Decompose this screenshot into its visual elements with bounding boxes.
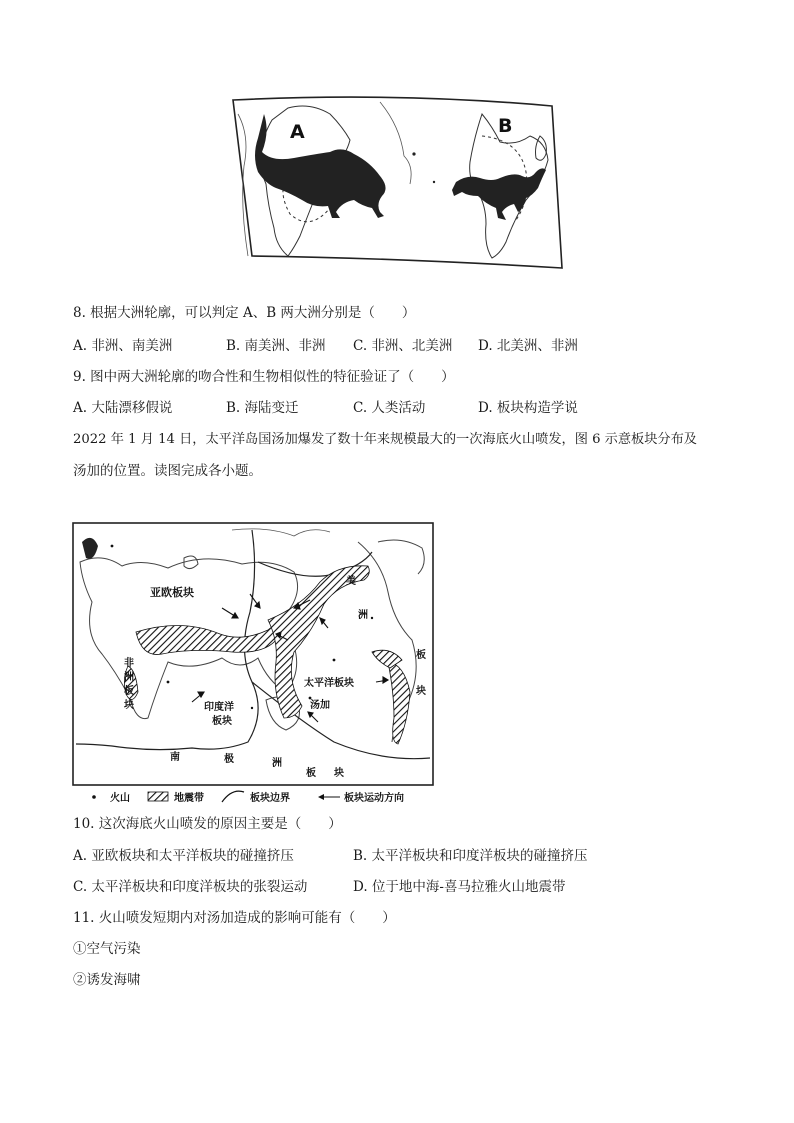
antarctic-plate-label-4: 板 — [306, 768, 316, 779]
indian-plate-label-1: 印度洋 — [204, 702, 234, 713]
african-plate-label-1: 非 — [124, 658, 134, 669]
q8-option-a[interactable]: A. 非洲、南美洲 — [73, 338, 173, 354]
plate-boundary-map — [72, 522, 434, 808]
legend-plate-boundary: 板块边界 — [250, 793, 290, 804]
q11-item-1: ①空气污染 — [73, 941, 141, 957]
american-plate-label-4: 块 — [416, 686, 426, 697]
q8-option-c[interactable]: C. 非洲、北美洲 — [353, 338, 453, 354]
boundary-legend-icon — [222, 791, 244, 802]
african-plate-label-3: 板 — [124, 686, 134, 697]
q11-stem: 11. 火山喷发短期内对汤加造成的影响可能有（ ） — [73, 910, 396, 926]
tonga-label: 汤加 — [310, 700, 330, 711]
q10-option-d[interactable]: D. 位于地中海-喜马拉雅火山地震带 — [353, 879, 566, 895]
q9-option-b[interactable]: B. 海陆变迁 — [226, 400, 299, 416]
african-plate-label-4: 块 — [124, 700, 134, 711]
map-legend — [92, 791, 404, 804]
q11-item-2: ②诱发海啸 — [73, 972, 141, 988]
q10-option-b[interactable]: B. 太平洋板块和印度洋板块的碰撞挤压 — [353, 848, 588, 864]
antarctic-plate-label-1: 南 — [170, 752, 180, 763]
antarctic-plate-label-3: 洲 — [272, 758, 282, 769]
legend-volcano: 火山 — [110, 793, 130, 804]
q10-stem: 10. 这次海底火山喷发的原因主要是（ ） — [73, 816, 342, 832]
legend-seismic-belt: 地震带 — [174, 793, 204, 804]
q8-option-b[interactable]: B. 南美洲、非洲 — [226, 338, 326, 354]
continent-a-label: A — [290, 121, 305, 143]
american-plate-label-1: 美 — [346, 576, 356, 587]
q9-option-d[interactable]: D. 板块构造学说 — [478, 400, 578, 416]
american-plate-label-2: 洲 — [358, 610, 368, 621]
q8-option-d[interactable]: D. 北美洲、非洲 — [478, 338, 578, 354]
q9-option-c[interactable]: C. 人类活动 — [353, 400, 426, 416]
antarctic-plate-label-5: 块 — [334, 768, 344, 779]
legend-plate-motion: 板块运动方向 — [344, 793, 404, 804]
q9-stem: 9. 图中两大洲轮廓的吻合性和生物相似性的特征验证了（ ） — [73, 369, 455, 385]
continent-fit-map — [230, 96, 564, 272]
african-plate-label-2: 洲 — [124, 672, 134, 683]
antarctic-plate-label-2: 极 — [224, 754, 234, 765]
q10-option-a[interactable]: A. 亚欧板块和太平洋板块的碰撞挤压 — [73, 848, 294, 864]
eurasian-plate-label: 亚欧板块 — [150, 586, 194, 599]
continent-b-label: B — [498, 115, 513, 137]
pacific-plate-label: 太平洋板块 — [304, 678, 354, 689]
volcano-legend-icon — [92, 795, 96, 799]
indian-plate-label-2: 板块 — [212, 716, 232, 727]
intro-line-2: 汤加的位置。读图完成各小题。 — [73, 463, 262, 479]
american-plate-label-3: 板 — [416, 650, 426, 661]
q8-stem: 8. 根据大洲轮廓，可以判定 A、B 两大洲分别是（ ） — [73, 305, 416, 321]
seismic-belt-legend-icon — [148, 792, 168, 801]
q10-option-c[interactable]: C. 太平洋板块和印度洋板块的张裂运动 — [73, 879, 308, 895]
q9-option-a[interactable]: A. 大陆漂移假说 — [73, 400, 173, 416]
intro-line-1: 2022 年 1 月 14 日，太平洋岛国汤加爆发了数十年来规模最大的一次海底火山喷发，图 6 示意板块分布及 — [73, 432, 697, 447]
